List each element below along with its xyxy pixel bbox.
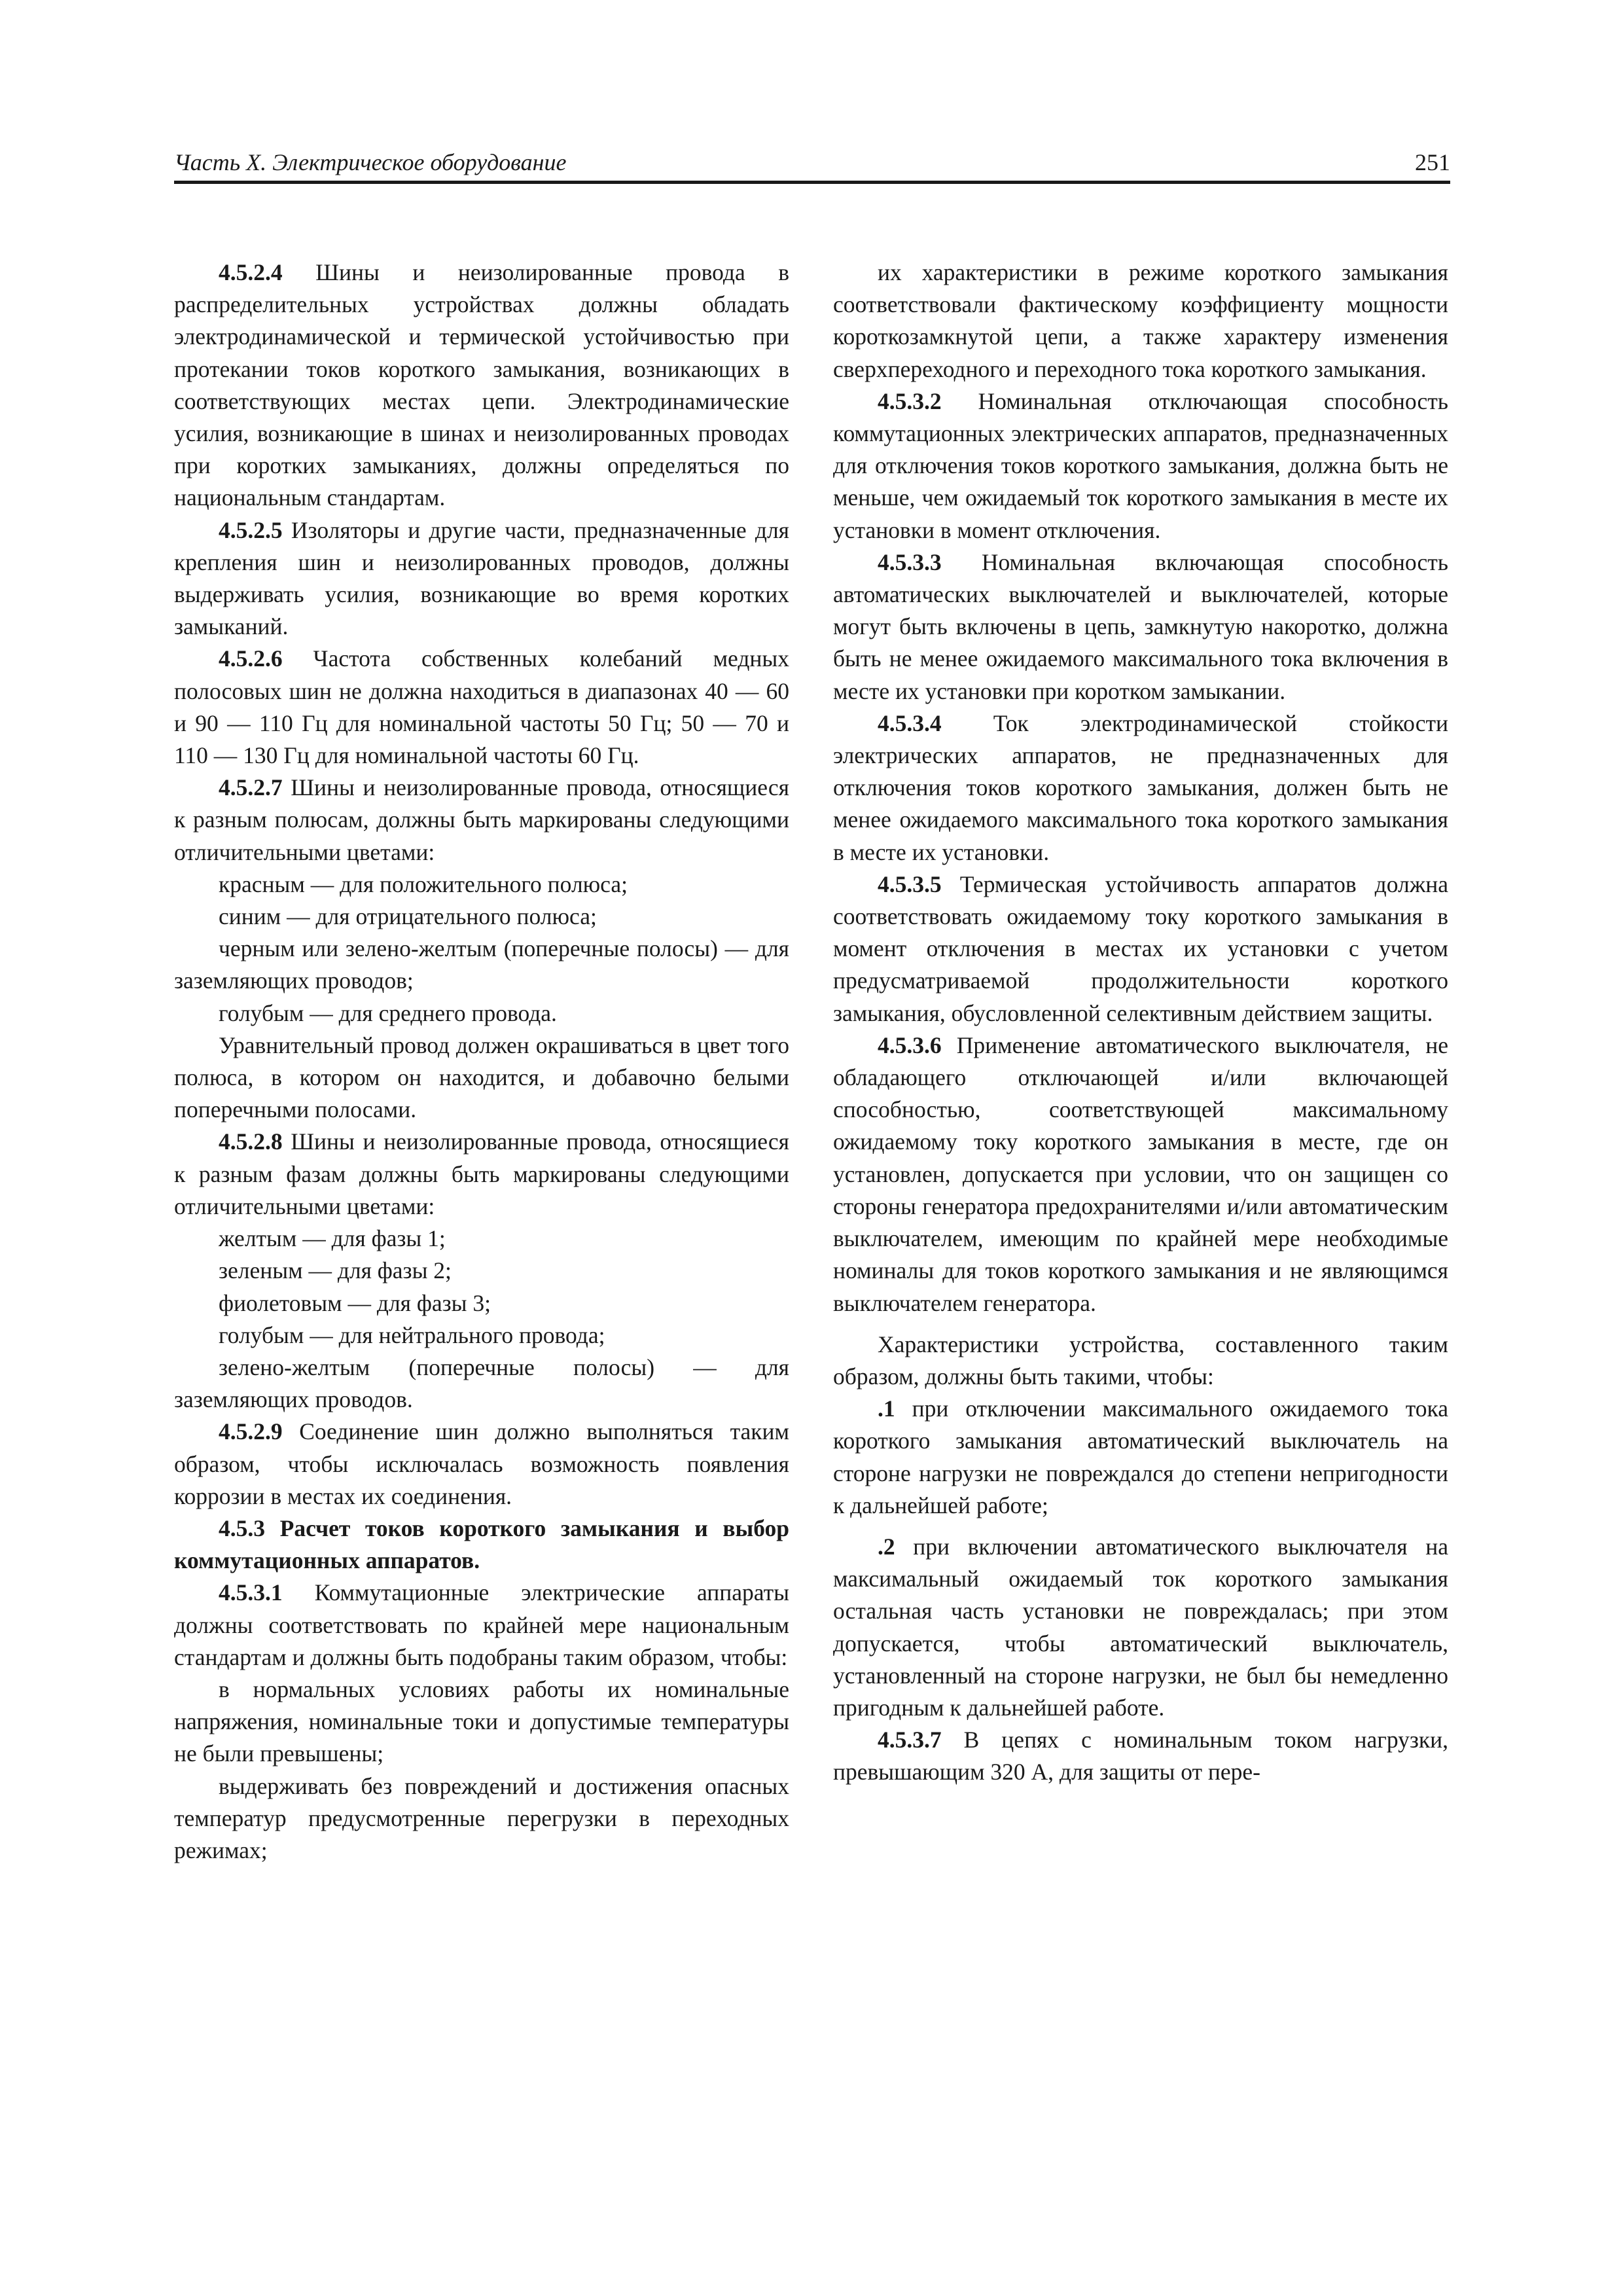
paragraph-text: Частота собственных колебаний медных полосовых шин не должна находиться в диапазонах 40 — 60 и 90 — 110 Гц для номинальной частоты 50 Гц; 50 — 70 и 110 — 130 Гц для номинальной частоты 60 Гц. bbox=[174, 645, 789, 769]
clause-number: 4.5.2.8 bbox=[219, 1128, 283, 1155]
paragraph-text: Изоляторы и другие части, предназначенные для крепления шин и неизолированных проводов, должны выдерживать усилия, возникающие во время коротких замыканий. bbox=[174, 516, 789, 640]
paragraph bbox=[833, 1030, 1448, 1319]
paragraph bbox=[174, 869, 789, 901]
paragraph bbox=[833, 869, 1448, 1030]
paragraph bbox=[174, 1126, 789, 1223]
clause-number: 4.5.3.6 bbox=[878, 1031, 942, 1058]
paragraph bbox=[174, 1770, 789, 1867]
paragraph bbox=[833, 1329, 1448, 1393]
paragraph bbox=[833, 1724, 1448, 1788]
paragraph-text: Номинальная включающая способность автоматических выключателей и выключателей, которые могут быть включены в цепь, замкнутую накоротко, должна быть не менее ожидаемого максимального тока включения в месте их установки при коротком замыкании. bbox=[833, 548, 1448, 704]
paragraph-text: Шины и неизолированные провода в распределительных устройствах должны обладать электродинамической и термической устойчивостью при протекании токов короткого замыкания, возникающих в соответствующих местах цепи. Электродинамические усилия, возникающие в шинах и неизолированных проводах при коротких замыканиях, должны определяться по национальным стандартам. bbox=[174, 259, 789, 511]
paragraph bbox=[174, 1352, 789, 1416]
paragraph bbox=[174, 1255, 789, 1287]
clause-number: 4.5.2.7 bbox=[219, 774, 283, 801]
clause-number: 4.5.3.3 bbox=[878, 548, 942, 575]
page-number: 251 bbox=[1415, 149, 1450, 175]
clause-number: 4.5.2.6 bbox=[219, 645, 283, 672]
paragraph-text: желтым — для фазы 1; bbox=[219, 1225, 446, 1252]
left-text-column bbox=[174, 257, 789, 1867]
clause-number: 4.5.2.9 bbox=[219, 1418, 283, 1445]
right-text-column bbox=[833, 257, 1448, 1789]
running-title: Часть X. Электрическое оборудование bbox=[174, 149, 567, 175]
paragraph-text: их характеристики в режиме короткого замыкания соответствовали фактическому коэффициенту мощности короткозамкнутой цепи, а также характеру изменения сверхпереходного и переходного тока короткого замыкания. bbox=[833, 259, 1448, 382]
clause-number: 4.5.2.4 bbox=[219, 259, 283, 285]
paragraph-text: Ток электродинамической стойкости электрических аппаратов, не предназначенных для отключения токов короткого замыкания, должен быть не менее ожидаемого максимального тока короткого замыкания в месте их установки. bbox=[833, 709, 1448, 865]
paragraph-text: при отключении максимального ожидаемого тока короткого замыкания автоматический выключатель на стороне нагрузки не повреждался до степени непригодности к дальнейшей работе; bbox=[833, 1395, 1448, 1518]
paragraph-text: красным — для положительного полюса; bbox=[219, 870, 628, 897]
paragraph bbox=[833, 257, 1448, 386]
paragraph bbox=[833, 1393, 1448, 1522]
paragraph bbox=[833, 1531, 1448, 1724]
paragraph-text: при включении автоматического выключателя на максимальный ожидаемый ток короткого замыкания остальная часть установки не повреждалась; при этом допускается, чтобы автоматический выключатель, установленный на стороне нагрузки, не был бы немедленно пригодным к дальнейшей работе. bbox=[833, 1533, 1448, 1721]
clause-number: .1 bbox=[878, 1395, 895, 1422]
paragraph-text: фиолетовым — для фазы 3; bbox=[219, 1289, 491, 1316]
paragraph-text: Характеристики устройства, составленного таким образом, должны быть такими, чтобы: bbox=[833, 1331, 1448, 1390]
paragraph-text: зеленым — для фазы 2; bbox=[219, 1257, 452, 1284]
paragraph-text: Шины и неизолированные провода, относящиеся к разным полюсам, должны быть маркированы следующими отличительными цветами: bbox=[174, 774, 789, 865]
paragraph bbox=[174, 257, 789, 514]
paragraph-text: Соединение шин должно выполняться таким образом, чтобы исключалась возможность появления коррозии в местах их соединения. bbox=[174, 1418, 789, 1509]
paragraph-text: черным или зелено-желтым (поперечные полосы) — для заземляющих проводов; bbox=[174, 935, 789, 994]
paragraph bbox=[174, 772, 789, 869]
clause-number: 4.5.3.1 bbox=[219, 1579, 283, 1606]
clause-number: 4.5.3.5 bbox=[878, 870, 942, 897]
paragraph bbox=[174, 1287, 789, 1319]
paragraph-text: В цепях с номинальным током нагрузки, превышающим 320 А, для защиты от пере- bbox=[833, 1727, 1448, 1785]
paragraph bbox=[833, 708, 1448, 869]
paragraph-text: Коммутационные электрические аппараты должны соответствовать по крайней мере национальным стандартам и должны быть подобраны таким образом, чтобы: bbox=[174, 1579, 789, 1670]
paragraph-text: голубым — для нейтрального провода; bbox=[219, 1321, 605, 1348]
clause-number: 4.5.3.4 bbox=[878, 709, 942, 736]
section-heading bbox=[174, 1513, 789, 1577]
clause-number: 4.5.3.7 bbox=[878, 1727, 942, 1753]
paragraph bbox=[174, 933, 789, 997]
paragraph bbox=[174, 1577, 789, 1674]
paragraph bbox=[833, 386, 1448, 547]
paragraph-text: Шины и неизолированные провода, относящиеся к разным фазам должны быть маркированы следующими отличительными цветами: bbox=[174, 1128, 789, 1219]
paragraph bbox=[174, 1416, 789, 1513]
paragraph-text: в нормальных условиях работы их номинальные напряжения, номинальные токи и допустимые температуры не были превышены; bbox=[174, 1676, 789, 1767]
clause-number: 4.5.3.2 bbox=[878, 387, 942, 414]
paragraph bbox=[174, 1223, 789, 1255]
paragraph bbox=[174, 1319, 789, 1352]
paragraph bbox=[174, 1674, 789, 1770]
paragraph-text: Применение автоматического выключателя, не обладающего отключающей и/или включающей способностью, соответствующей максимальному ожидаемому току короткого замыкания в месте, где он установлен, допускается при условии, что он защищен со стороны генератора предохранителями и/или автоматическим выключателем, имеющим по крайней мере необходимые номиналы для токов короткого замыкания и не являющимся выключателем генератора. bbox=[833, 1031, 1448, 1316]
paragraph bbox=[174, 643, 789, 772]
paragraph-text: 4.5.3 Расчет токов короткого замыкания и выбор коммутационных аппаратов. bbox=[174, 1515, 789, 1574]
paragraph-text: выдерживать без повреждений и достижения опасных температур предусмотренные перегрузки в переходных режимах; bbox=[174, 1772, 789, 1863]
paragraph-text: голубым — для среднего провода. bbox=[219, 999, 557, 1026]
page-header bbox=[174, 143, 1450, 184]
paragraph bbox=[174, 514, 789, 643]
paragraph bbox=[174, 901, 789, 933]
clause-number: .2 bbox=[878, 1533, 895, 1560]
paragraph-text: Термическая устойчивость аппаратов должна соответствовать ожидаемому току короткого замыкания в момент отключения в местах их установки с учетом предусматриваемой продолжительности короткого замыкания, обусловленной селективным действием защиты. bbox=[833, 870, 1448, 1026]
paragraph-text: Уравнительный провод должен окрашиваться в цвет того полюса, в котором он находится, и добавочно белыми поперечными полосами. bbox=[174, 1031, 789, 1123]
paragraph-text: зелено-желтым (поперечные полосы) — для заземляющих проводов. bbox=[174, 1354, 789, 1413]
paragraph-text: синим — для отрицательного полюса; bbox=[219, 903, 597, 930]
paragraph bbox=[174, 1030, 789, 1126]
paragraph bbox=[174, 997, 789, 1030]
clause-number: 4.5.2.5 bbox=[219, 516, 283, 543]
paragraph-text: Номинальная отключающая способность коммутационных электрических аппаратов, предназначенных для отключения токов короткого замыкания, должна быть не меньше, чем ожидаемый ток короткого замыкания в месте их установки в момент отключения. bbox=[833, 387, 1448, 543]
paragraph bbox=[833, 547, 1448, 708]
